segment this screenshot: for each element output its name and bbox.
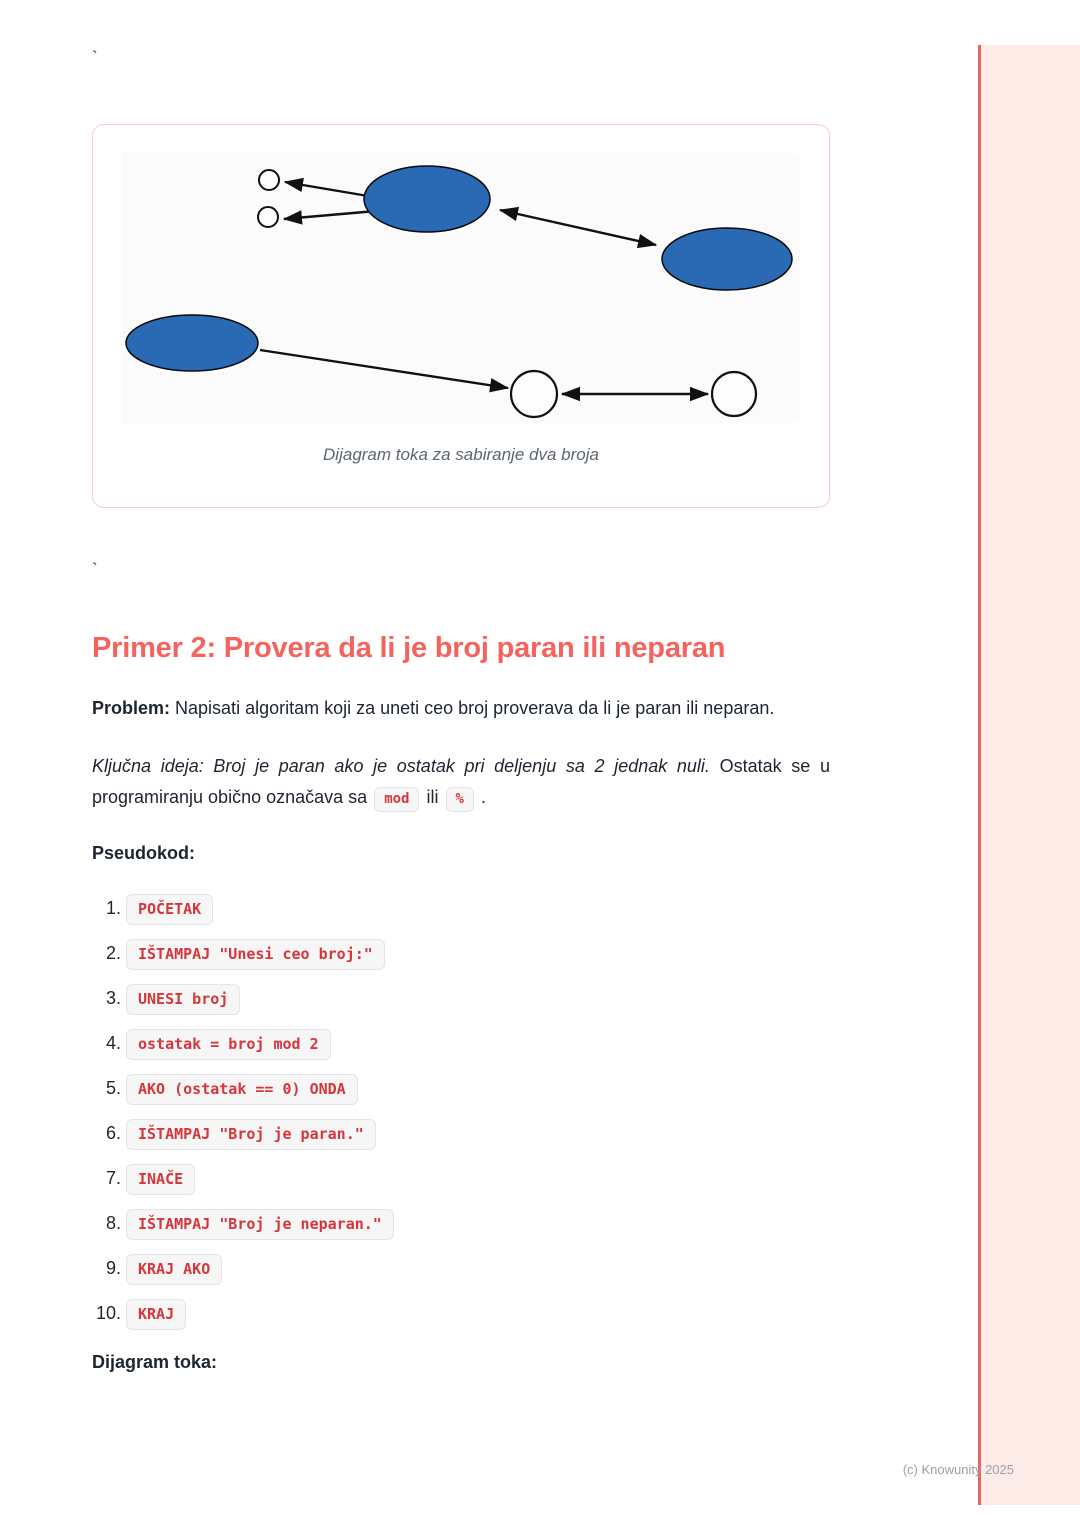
pseudocode-step <box>126 894 830 925</box>
document-content <box>92 0 830 1373</box>
key-idea-or: ili <box>426 787 439 807</box>
flowchart-figure-card <box>92 124 830 508</box>
flowchart-label: Dijagram toka: <box>92 1352 218 1372</box>
flow-ellipse-top <box>364 166 490 232</box>
code-chip: UNESI broj <box>126 984 240 1015</box>
code-chip: KRAJ AKO <box>126 1254 222 1285</box>
flow-small-circle-2 <box>258 207 278 227</box>
section-heading: Primer 2: Provera da li je broj paran ili neparan <box>92 632 726 664</box>
inline-code-mod: mod <box>374 787 419 812</box>
pseudocode-list <box>92 894 830 1330</box>
pseudocode-step <box>126 1029 830 1060</box>
inline-code-percent: % <box>446 787 474 812</box>
code-chip: AKO (ostatak == 0) ONDA <box>126 1074 358 1105</box>
pseudocode-step <box>126 1254 830 1285</box>
sidebar-strip <box>978 45 1080 1505</box>
key-idea-paragraph <box>92 751 830 813</box>
flow-small-circle-1 <box>259 170 279 190</box>
problem-label: Problem: <box>92 698 171 718</box>
pseudocode-step <box>126 1119 830 1150</box>
key-idea-rest: Ostatak se u programiranju obično označava sa <box>92 756 830 807</box>
code-chip: INAČE <box>126 1164 195 1195</box>
pseudocode-step <box>126 1074 830 1105</box>
key-idea-period: . <box>480 787 486 807</box>
pseudocode-step <box>126 1164 830 1195</box>
problem-paragraph <box>92 693 830 724</box>
pseudocode-step <box>126 939 830 970</box>
figure-caption: Dijagram toka za sabiranje dva broja <box>323 445 599 464</box>
problem-text: Napisati algoritam koji za uneti ceo broj proverava da li je paran ili neparan. <box>175 698 775 718</box>
flow-ellipse-right <box>662 228 792 290</box>
code-chip: KRAJ <box>126 1299 186 1330</box>
pseudocode-step <box>126 1209 830 1240</box>
code-chip: POČETAK <box>126 894 213 925</box>
stray-backtick-top: ` <box>92 48 98 67</box>
flowchart-svg <box>122 153 798 423</box>
flow-ellipse-left <box>126 315 258 371</box>
flowchart-image <box>122 153 800 423</box>
key-idea-italic: Ključna ideja: Broj je paran ako je ostatak pri deljenju sa 2 jednak nuli. <box>92 756 710 776</box>
code-chip: IŠTAMPAJ "Broj je neparan." <box>126 1209 394 1240</box>
copyright-text: (c) Knowunity 2025 <box>902 1462 1014 1477</box>
pseudocode-label: Pseudokod: <box>92 843 196 863</box>
pseudocode-step <box>126 1299 830 1330</box>
pseudocode-step <box>126 984 830 1015</box>
flow-circle-bottom-right <box>712 372 756 416</box>
code-chip: IŠTAMPAJ "Unesi ceo broj:" <box>126 939 385 970</box>
code-chip: ostatak = broj mod 2 <box>126 1029 331 1060</box>
code-chip: IŠTAMPAJ "Broj je paran." <box>126 1119 376 1150</box>
stray-backtick-mid: ` <box>92 560 98 579</box>
flow-circle-bottom-left <box>511 371 557 417</box>
